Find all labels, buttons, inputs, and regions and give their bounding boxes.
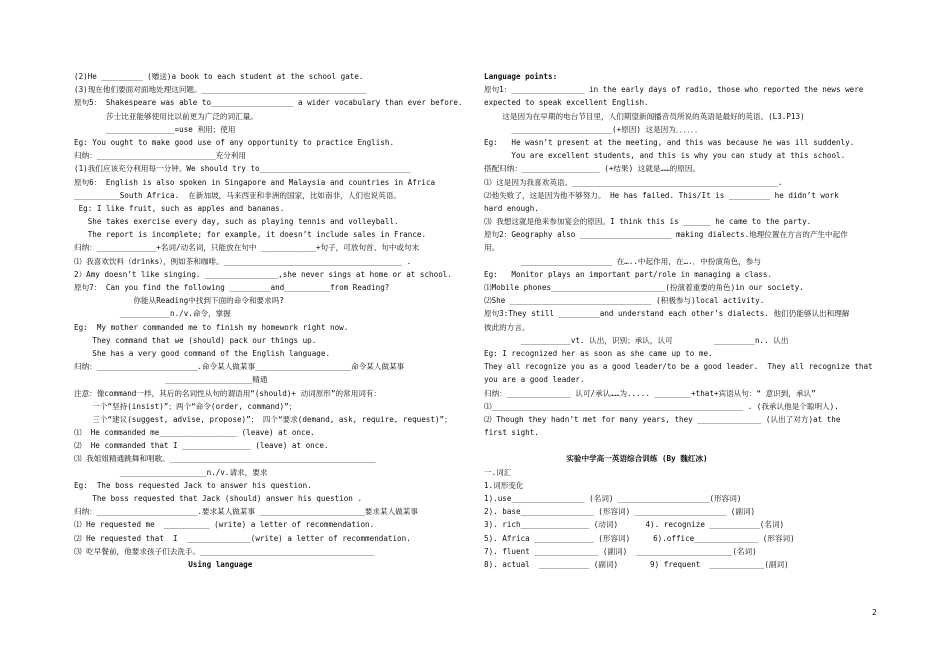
text-line: 原句7： Can you find the following _________and__________from Reading? [74, 283, 390, 292]
text-line: ⑴_______________________________________________________ . (我承认他是个聪明人). [484, 401, 839, 411]
text-line: 原句5： Shakespeare was able to__________________ a wider vocabulary than ever before. [74, 98, 463, 108]
text-line: ⑶ 我姐姐精通跳舞和唱歌。_____________________________________________ [74, 454, 376, 464]
text-line: ⑴ He commanded me_________________ (leave) at once. [74, 428, 315, 438]
text-line: You are excellent students, and this is why you can study at this school. [484, 151, 846, 161]
text-line: ⑵She _______________________________ (积极参与)local activity. [484, 296, 765, 306]
text-line: (1)我们应该充分利用每一分钟。We should try to_________________________________ [74, 164, 411, 174]
text-line: 实验中学高一英语综合训练 (By 魏红冰) [484, 454, 708, 464]
text-line: 三个“建议(suggest, advise, propose)”； 四个“要求(demand, ask, require, request)”； [74, 414, 452, 424]
left-column [74, 70, 470, 571]
text-line: 原句6： English is also spoken in Singapore and Malaysia and countries in Africa [74, 177, 436, 187]
text-line: hard enough. [484, 203, 539, 213]
text-line: ⑶ 我想这就是他来参加宴会的原因。I think this is ______ he came to the party. [484, 217, 812, 227]
text-line: They command that we (should) pack our things up. [74, 335, 317, 345]
text-line: 这是因为在早期的电台节目里，人们期望新闻播音员所说的英语是最好的英语。(L3.P13) [484, 111, 805, 121]
text-line: ___________________精通 [74, 375, 268, 385]
text-line: 5). Africa _____________ (形容词) 6).office______________ (形容词) [484, 533, 795, 543]
text-line: 8). actual ___________ (副词) 9) frequent ____________(副词) [484, 559, 789, 569]
text-line: ___________n./v.命令，掌握 [74, 309, 231, 319]
text-line: Eg: I like fruit, such as apples and bananas. [74, 203, 285, 213]
text-line: __________South Africa. 在新加坡，马来西亚和非洲的国家，比如南非，人们也说英语。 [74, 190, 401, 200]
text-line: (3)现在他们要面对面地处理这问题。____________________________________ [74, 85, 367, 95]
text-line: 彼此的方言。 [484, 322, 530, 332]
text-line: ⑴ 我喜欢饮料（drinks），例如茶和咖啡。_______________________________________ . [74, 256, 412, 266]
text-line: ⑵ He requested that I ______________(write) a letter of recommendation. [74, 533, 411, 543]
text-line: 归纳：______________ 认可/承认……为..... ________+that+宾语从句：“ 意识到，承认” [484, 388, 816, 398]
text-line: 7). fluent ______________ (副词) _____________________(名词) [484, 546, 757, 556]
text-line: 1.词形变化 [484, 480, 524, 490]
text-line: The boss requested that Jack (should) answer his question . [74, 494, 363, 503]
text-line: She has a very good command of the English language. [74, 348, 331, 358]
text-line: 用。 [484, 243, 500, 253]
text-line: 2). base________________ (形容词) ____________________ (副词) [484, 507, 756, 517]
text-line: 原句2：Geography also ____________________ making dialects.地理位置在方言的产生中起作 [484, 230, 848, 240]
text-line: ⑵ Though they hadn’t met for many years, they ______________ (认出了对方)at the [484, 414, 841, 424]
text-line: 莎士比亚能够使用比以前更为广泛的词汇量。 [74, 111, 258, 121]
text-line: Eg: The boss requested Jack to answer his question. [74, 480, 312, 490]
text-line: Eg: I recognized her as soon as she came up to me. [484, 348, 713, 358]
text-line: 1).use________________ (名词) ____________________(形容词) [484, 494, 742, 503]
text-line: The report is incomplete; for example, it doesn’t include sales in France. [74, 230, 427, 240]
text-line: _______________=use 利用；使用 [74, 124, 236, 134]
text-line: 原句1：________________ in the early days of radio, those who reported the news were [484, 85, 864, 95]
text-line: Eg: You ought to make good use of any opportunity to practice English. [74, 137, 395, 147]
text-line: 归纳：______________________.要求某人做某事 _______________________要求某人做某事 [74, 507, 418, 517]
text-line: Eg: My mother commanded me to finish my homework right now. [74, 322, 349, 332]
text-line: 搭配归纳：_________________ (+结果) 这就是……的原因。 [484, 164, 701, 174]
text-line: ⑴ 这是因为我喜欢英语。_____________________________________________. [484, 177, 783, 187]
text-line: (2)He _________ (赠送)a book to each student at the school gate. [74, 72, 364, 81]
text-line: expected to speak excellent English. [484, 98, 649, 108]
text-line: you are a good leader. [484, 375, 585, 385]
text-line: 归纳：______________________.命令某人做某事_____________________命令某人做某事 [74, 362, 405, 372]
text-line: ⑶ 吃早餐前，他要求孩子们去洗手。______________________________________ [74, 546, 374, 556]
text-line: 归纳：__________________________充分利用 [74, 151, 247, 161]
text-line: 注意：像command一样，其后的名词性从句的谓语用“(should)+ 动词原形”的常用词有： [74, 388, 382, 398]
text-line: ______________________(+原因) 这是因为．．．．．． [484, 124, 703, 134]
text-line: first sight. [484, 428, 539, 438]
text-line: Eg: He wasn’t present at the meeting, and this was because he was ill suddenly. [484, 137, 855, 147]
text-line: Language points: [484, 72, 558, 81]
text-line: ⑴Mobile phones_________________________(扮演着重要的角色)in our society. [484, 283, 804, 292]
text-line: ___________________n./v.请求，要求 [74, 467, 268, 477]
text-line: 2）Amy doesn’t like singing. ________________,she never sings at home or at school. [74, 269, 452, 279]
page-number: 2 [872, 608, 877, 617]
text-line [484, 439, 882, 452]
text-line: ⑵ He commanded that I _______________ (leave) at once. [74, 441, 329, 451]
text-line: 归纳：_____________+名词/动名词，只能放在句中 ____________+句子，可放句首、句中或句末 [74, 243, 420, 253]
text-line: 原句3:They still _________and understand each other’s dialects. 他们仍能够认出和理解 [484, 309, 850, 319]
text-line: ⑵他失败了，这是因为他不够努力。 He has failed. This/It is _________ he didn’t work [484, 190, 839, 200]
text-line: 你能从Reading中找到下面的命令和要求吗? [74, 296, 284, 306]
text-line: They all recognize you as a good leader/to be a good leader. They all recognize that [484, 362, 873, 372]
text-line: Using language [74, 559, 253, 569]
text-line: ___________vt. 认出，识别；承认，认可 _________n.. 认出 [484, 335, 789, 345]
text-line: 一个“坚持(insist)”；两个“命令(order, command)”； [74, 401, 297, 411]
text-line: She takes exercise every day, such as playing tennis and volleyball. [74, 217, 399, 227]
text-line: 一.词汇 [484, 467, 512, 477]
text-line: Eg: Monitor plays an important part/role in managing a class. [484, 269, 773, 279]
text-line: ⑴ He requested me __________ (write) a letter of recommendation. [74, 520, 375, 530]
text-line: ____________________ 在…..中起作用，在….．中扮演角色，参与 [484, 256, 761, 266]
text-line: 3). rich_______________ (动词) 4). recognize ___________(名词) [484, 520, 785, 530]
right-column [484, 70, 882, 571]
